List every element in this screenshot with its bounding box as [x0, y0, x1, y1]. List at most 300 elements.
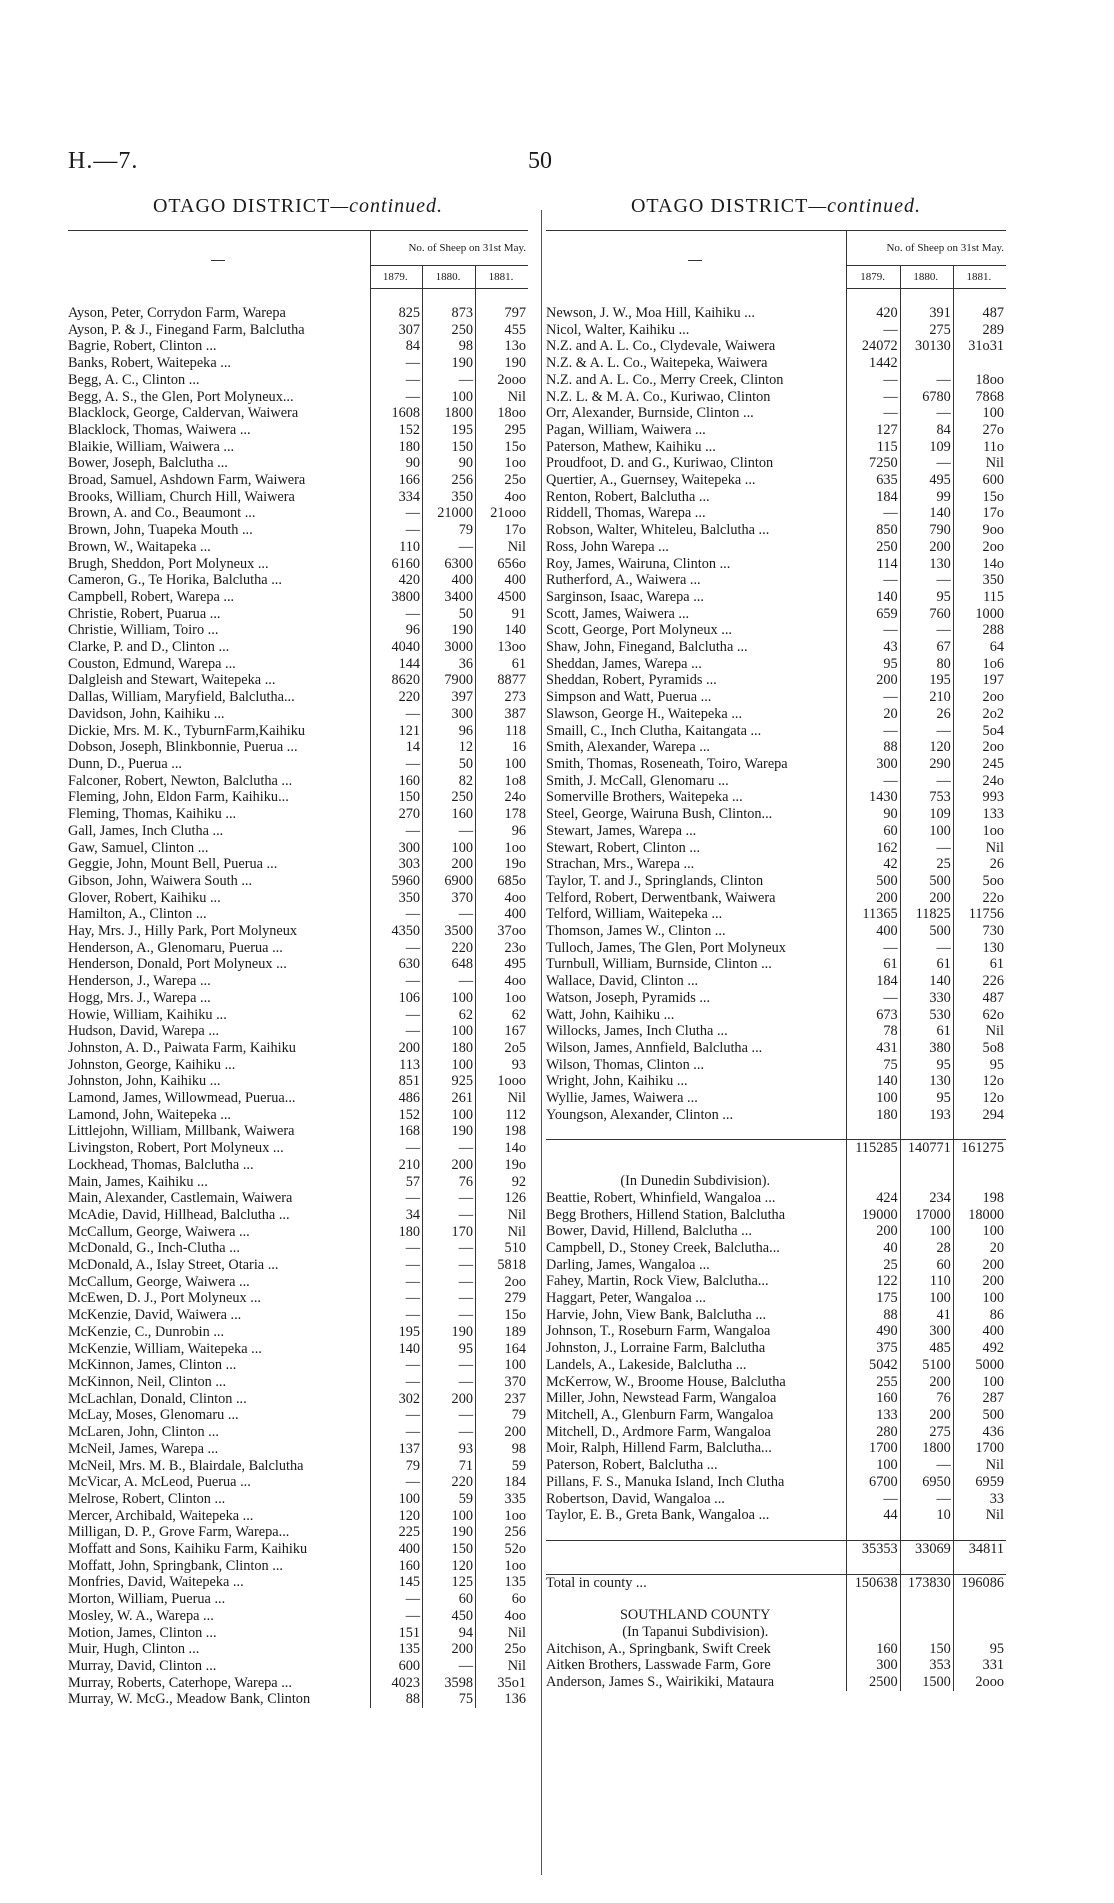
- sheep-count-cell: [900, 355, 953, 372]
- table-row: [546, 823, 1006, 840]
- sheep-count-cell: 925: [423, 1073, 476, 1090]
- sheep-count-cell: 190: [476, 355, 529, 372]
- sheep-count-cell: 133: [953, 806, 1006, 823]
- sheep-count-cell: 198: [953, 1190, 1006, 1207]
- table-row: [546, 405, 1006, 422]
- sheep-count-cell: 25: [847, 1257, 900, 1274]
- sheep-count-cell: 656o: [476, 556, 529, 573]
- sheep-count-cell: 200: [847, 890, 900, 907]
- sheep-count-cell: 100: [847, 1457, 900, 1474]
- sheep-count-cell: 993: [953, 789, 1006, 806]
- sheep-count-cell: 100: [370, 1491, 422, 1508]
- sheep-count-cell: 685o: [476, 873, 529, 890]
- owner-cell: Fahey, Martin, Rock View, Balclutha...: [546, 1273, 769, 1290]
- sheep-count-cell: —: [370, 1007, 422, 1024]
- sheep-count-cell: 114: [847, 556, 900, 573]
- owner-cell: N.Z. L. & M. A. Co., Kuriwao, Clinton: [546, 388, 771, 405]
- owner-cell: Christie, Robert, Puarua ...: [68, 605, 221, 622]
- table-row: [546, 773, 1006, 790]
- table-row: [68, 840, 528, 857]
- owner-cell: Bower, Joseph, Balclutha ...: [68, 455, 228, 472]
- sheep-count-cell: —: [423, 539, 476, 556]
- sheep-count-cell: [953, 355, 1006, 372]
- owner-cell: Mosley, W. A., Warepa ...: [68, 1607, 214, 1624]
- sheep-count-cell: 300: [423, 706, 476, 723]
- sheep-count-cell: 255: [847, 1374, 900, 1391]
- sheep-count-cell: 120: [423, 1558, 476, 1575]
- sheep-count-cell: 220: [423, 940, 476, 957]
- sheep-count-cell: 290: [900, 756, 953, 773]
- owner-cell: Paterson, Robert, Balclutha ...: [546, 1457, 718, 1474]
- table-row: [68, 539, 528, 556]
- sheep-count-cell: 195: [900, 672, 953, 689]
- sheep-count-cell: 61: [900, 1023, 953, 1040]
- table-row: [68, 355, 528, 372]
- sheep-count-cell: —: [423, 973, 476, 990]
- sheep-count-cell: 420: [370, 572, 422, 589]
- sheep-count-cell: —: [900, 622, 953, 639]
- table-row: [68, 522, 528, 539]
- table-row: [68, 1625, 528, 1642]
- sheep-count-cell: 100: [953, 1223, 1006, 1240]
- table-row: [68, 1424, 528, 1441]
- sheep-count-cell: 6959: [953, 1474, 1006, 1491]
- sheep-count-cell: 151: [370, 1625, 422, 1642]
- sheep-count-cell: 1oo: [476, 455, 529, 472]
- table-row: [546, 873, 1006, 890]
- owner-cell: Scott, George, Port Molyneux ...: [546, 622, 732, 639]
- sheep-count-cell: —: [847, 723, 900, 740]
- spacer-row: [546, 1157, 1006, 1173]
- sheep-count-cell: 95: [900, 589, 953, 606]
- table-row: [68, 1691, 528, 1708]
- owner-cell: Quertier, A., Guernsey, Waitepeka ...: [546, 472, 756, 489]
- table-row: [68, 940, 528, 957]
- sheep-count-cell: 18000: [953, 1207, 1006, 1224]
- sheep-count-cell: 175: [847, 1290, 900, 1307]
- table-row: [68, 1107, 528, 1124]
- sheep-count-cell: 20: [953, 1240, 1006, 1257]
- owner-cell: Brown, A. and Co., Beaumont ...: [68, 505, 256, 522]
- sheep-count-cell: 17o: [953, 505, 1006, 522]
- sheep-count-cell: 100: [423, 840, 476, 857]
- sheep-count-cell: 200: [847, 1223, 900, 1240]
- sheep-count-cell: —: [847, 689, 900, 706]
- sheep-count-cell: 59: [476, 1458, 529, 1475]
- sheep-count-cell: 62o: [953, 1007, 1006, 1024]
- sheep-count-cell: —: [370, 522, 422, 539]
- sheep-count-cell: 59: [423, 1491, 476, 1508]
- sheep-count-cell: 1oo: [476, 1558, 529, 1575]
- sheep-count-cell: 7250: [847, 455, 900, 472]
- table-row: [546, 1040, 1006, 1057]
- owner-cell: Dobson, Joseph, Blinkbonnie, Puerua ...: [68, 739, 298, 756]
- sheep-count-cell: 12o: [953, 1090, 1006, 1107]
- sheep-count-cell: 6900: [423, 873, 476, 890]
- table-row: [68, 1407, 528, 1424]
- owner-cell: Henderson, Donald, Port Molyneux ...: [68, 956, 287, 973]
- county-heading: [546, 1607, 1006, 1624]
- left-column-title: OTAGO DISTRICT—continued.: [152, 195, 444, 217]
- sheep-count-cell: 500: [953, 1407, 1006, 1424]
- owner-cell: Beattie, Robert, Whinfield, Wangaloa ...: [546, 1189, 776, 1206]
- owner-cell: McKinnon, Neil, Clinton ...: [68, 1374, 227, 1390]
- sheep-count-cell: —: [847, 372, 900, 389]
- sheep-count-cell: 67: [900, 639, 953, 656]
- table-row: [68, 1174, 528, 1191]
- table-row: [68, 1123, 528, 1140]
- table-row: [68, 1641, 528, 1658]
- year-header: 1880.: [423, 266, 476, 289]
- sheep-count-cell: 1700: [953, 1440, 1006, 1457]
- owner-cell: Anderson, James S., Wairikiki, Mataura: [546, 1674, 775, 1691]
- sheep-count-cell: 275: [900, 322, 953, 339]
- table-row: [546, 1007, 1006, 1024]
- owner-cell: McNeil, James, Warepa ...: [68, 1440, 219, 1457]
- table-row: [546, 1491, 1006, 1508]
- owner-cell: Lockhead, Thomas, Balclutha ...: [68, 1156, 254, 1173]
- sheep-count-header: No. of Sheep on 31st May.: [847, 231, 1006, 266]
- sheep-count-cell: 33069: [900, 1540, 953, 1557]
- sheep-count-cell: —: [370, 1290, 422, 1307]
- sheep-count-cell: 2oo: [476, 1274, 529, 1291]
- sheep-count-cell: 492: [953, 1340, 1006, 1357]
- sheep-count-cell: 140: [847, 589, 900, 606]
- sheep-count-cell: 160: [370, 773, 422, 790]
- sheep-count-cell: Nil: [476, 1658, 529, 1675]
- owner-cell: Johnson, T., Roseburn Farm, Wangaloa: [546, 1323, 771, 1340]
- table-row: [68, 1157, 528, 1174]
- table-row: [68, 1524, 528, 1541]
- sheep-count-cell: 88: [370, 1691, 422, 1708]
- sheep-count-cell: 100: [953, 1374, 1006, 1391]
- sheep-count-cell: 4500: [476, 589, 529, 606]
- sheep-count-cell: —: [370, 973, 422, 990]
- sheep-count-cell: —: [370, 1591, 422, 1608]
- table-row: [546, 923, 1006, 940]
- sheep-count-cell: 120: [370, 1508, 422, 1525]
- sheep-count-cell: 100: [423, 990, 476, 1007]
- owner-cell: Campbell, Robert, Warepa ...: [68, 588, 235, 605]
- sheep-count-cell: 19o: [476, 1157, 529, 1174]
- sheep-count-cell: 510: [476, 1240, 529, 1257]
- sheep-count-cell: 350: [953, 572, 1006, 589]
- owner-cell: Aitchison, A., Springbank, Swift Creek: [546, 1640, 771, 1657]
- sheep-count-cell: —: [370, 1608, 422, 1625]
- sheep-count-cell: 400: [370, 1541, 422, 1558]
- sheep-count-cell: 98: [423, 338, 476, 355]
- table-row: [546, 355, 1006, 372]
- owner-cell: Scott, James, Waiwera ...: [546, 605, 690, 622]
- sheep-count-cell: 6950: [900, 1474, 953, 1491]
- sheep-count-cell: 33: [953, 1491, 1006, 1508]
- sheep-count-cell: —: [423, 1140, 476, 1157]
- table-row: [68, 606, 528, 623]
- sheep-count-cell: 1442: [847, 355, 900, 372]
- sheep-count-cell: 250: [423, 789, 476, 806]
- sheep-count-cell: 166: [370, 472, 422, 489]
- table-row: [546, 589, 1006, 606]
- sheep-count-cell: 100: [423, 1508, 476, 1525]
- owner-cell: Taylor, E. B., Greta Bank, Wangaloa ...: [546, 1507, 770, 1524]
- table-row: [546, 1657, 1006, 1674]
- sheep-count-cell: 400: [476, 906, 529, 923]
- sheep-count-cell: 2500: [847, 1674, 900, 1691]
- sheep-count-cell: —: [423, 1240, 476, 1257]
- owner-cell: Banks, Robert, Waitepeka ...: [68, 355, 231, 372]
- sheep-count-cell: 136: [476, 1691, 529, 1708]
- sheep-count-cell: Nil: [953, 455, 1006, 472]
- sheep-count-cell: 350: [423, 489, 476, 506]
- sheep-count-cell: 210: [370, 1157, 422, 1174]
- owner-cell: Moffatt and Sons, Kaihiku Farm, Kaihiku: [68, 1541, 308, 1558]
- table-row: [68, 806, 528, 823]
- sheep-count-cell: 250: [423, 322, 476, 339]
- sheep-count-cell: 400: [423, 572, 476, 589]
- owner-cell: Landels, A., Lakeside, Balclutha ...: [546, 1356, 747, 1373]
- sheep-count-cell: 790: [900, 522, 953, 539]
- sheep-count-cell: 37oo: [476, 923, 529, 940]
- sheep-count-cell: 400: [847, 923, 900, 940]
- left-sheep-table: [68, 230, 528, 1708]
- sheep-count-cell: —: [847, 773, 900, 790]
- sheep-count-cell: 12o: [953, 1073, 1006, 1090]
- owner-cell: Muir, Hugh, Clinton ...: [68, 1641, 200, 1658]
- sheep-count-cell: 36: [423, 656, 476, 673]
- sheep-count-cell: 19000: [847, 1207, 900, 1224]
- sheep-count-cell: 140771: [900, 1140, 953, 1157]
- sheep-count-cell: 79: [370, 1458, 422, 1475]
- sheep-count-cell: 24o: [953, 773, 1006, 790]
- table-row: [546, 305, 1006, 322]
- sheep-count-cell: 7868: [953, 389, 1006, 406]
- sheep-count-cell: 184: [847, 973, 900, 990]
- sheep-count-cell: 335: [476, 1491, 529, 1508]
- table-row: [68, 1324, 528, 1341]
- table-row: [68, 990, 528, 1007]
- owner-cell: Watson, Joseph, Pyramids ...: [546, 989, 711, 1006]
- owner-cell: Stewart, James, Warepa ...: [546, 822, 697, 839]
- owner-cell: Moffatt, John, Springbank, Clinton ...: [68, 1557, 283, 1574]
- sheep-count-cell: 93: [423, 1441, 476, 1458]
- sheep-count-cell: 150: [423, 1541, 476, 1558]
- owner-cell: Nicol, Walter, Kaihiku ...: [546, 321, 690, 338]
- table-row: [68, 1441, 528, 1458]
- sheep-count-cell: —: [370, 1257, 422, 1274]
- sheep-count-cell: 288: [953, 622, 1006, 639]
- sheep-count-cell: 115285: [847, 1140, 900, 1157]
- owner-cell: Hudson, David, Warepa ...: [68, 1023, 220, 1040]
- sheep-count-cell: 5960: [370, 873, 422, 890]
- spacer-row: [546, 289, 1006, 306]
- sheep-count-cell: 44: [847, 1507, 900, 1524]
- sheep-count-cell: 95: [423, 1341, 476, 1358]
- sheep-count-cell: —: [847, 405, 900, 422]
- sheep-count-cell: 256: [423, 472, 476, 489]
- sheep-count-cell: 94: [423, 1625, 476, 1642]
- table-row: [68, 389, 528, 406]
- sheep-count-cell: 851: [370, 1073, 422, 1090]
- sheep-count-cell: 330: [900, 990, 953, 1007]
- table-row: [68, 689, 528, 706]
- table-row: [68, 1658, 528, 1675]
- sheep-count-cell: 261: [423, 1090, 476, 1107]
- sheep-count-cell: 100: [476, 756, 529, 773]
- owner-cell: Riddell, Thomas, Warepa ...: [546, 505, 706, 522]
- sheep-count-cell: 130: [900, 556, 953, 573]
- owner-cell: Smith, J. McCall, Glenomaru ...: [546, 772, 729, 789]
- owner-cell: Haggart, Peter, Wangaloa ...: [546, 1290, 706, 1307]
- sheep-count-cell: 150: [423, 439, 476, 456]
- sheep-count-cell: 18oo: [476, 405, 529, 422]
- sheep-count-cell: 4023: [370, 1675, 422, 1692]
- sheep-count-cell: —: [423, 1307, 476, 1324]
- owner-cell: Miller, John, Newstead Farm, Wangaloa: [546, 1390, 777, 1407]
- table-row: [68, 322, 528, 339]
- owner-cell: Blaikie, William, Waiwera ...: [68, 438, 235, 455]
- table-row: [546, 439, 1006, 456]
- owner-cell: McKerrow, W., Broome House, Balclutha: [546, 1373, 786, 1390]
- sheep-count-cell: 760: [900, 606, 953, 623]
- sheep-count-cell: 178: [476, 806, 529, 823]
- table-row: [546, 1674, 1006, 1691]
- owner-cell: Total in county ...: [546, 1574, 847, 1591]
- sheep-count-cell: 200: [953, 1273, 1006, 1290]
- sheep-count-cell: 121: [370, 723, 422, 740]
- table-row: [546, 1257, 1006, 1274]
- spacer-row: [546, 1591, 1006, 1607]
- sheep-count-cell: 530: [900, 1007, 953, 1024]
- owner-cell: Begg, A. S., the Glen, Port Molyneux...: [68, 388, 294, 405]
- sheep-count-cell: 220: [370, 689, 422, 706]
- owner-cell: Shaw, John, Finegand, Balclutha ...: [546, 639, 748, 656]
- owner-cell: Gibson, John, Waiwera South ...: [68, 872, 253, 889]
- sheep-count-cell: 88: [847, 1307, 900, 1324]
- sheep-count-cell: 25o: [476, 472, 529, 489]
- owner-cell: Robson, Walter, Whiteleu, Balclutha ...: [546, 522, 770, 539]
- sheep-count-cell: Nil: [476, 1090, 529, 1107]
- sheep-count-cell: 41: [900, 1307, 953, 1324]
- sheep-count-cell: 17000: [900, 1207, 953, 1224]
- year-header: 1881.: [476, 266, 529, 289]
- table-row: [546, 338, 1006, 355]
- sheep-count-cell: 80: [900, 656, 953, 673]
- sheep-count-cell: 3598: [423, 1675, 476, 1692]
- sheep-count-cell: —: [847, 1491, 900, 1508]
- sheep-count-cell: 127: [847, 422, 900, 439]
- sheep-count-cell: 200: [370, 1040, 422, 1057]
- owner-cell: Somerville Brothers, Waitepeka ...: [546, 789, 743, 806]
- table-row: [546, 539, 1006, 556]
- sheep-count-cell: —: [900, 572, 953, 589]
- sheep-count-cell: 200: [900, 539, 953, 556]
- sheep-count-cell: 600: [370, 1658, 422, 1675]
- table-row: [68, 1257, 528, 1274]
- sheep-count-cell: —: [423, 906, 476, 923]
- owner-cell: Begg, A. C., Clinton ...: [68, 371, 200, 388]
- sheep-count-cell: 100: [953, 1290, 1006, 1307]
- sheep-count-cell: 95: [953, 1057, 1006, 1074]
- sheep-count-cell: 273: [476, 689, 529, 706]
- year-header: 1881.: [953, 266, 1006, 289]
- owner-cell: Roy, James, Wairuna, Clinton ...: [546, 555, 731, 572]
- owner-cell: N.Z. and A. L. Co., Merry Creek, Clinton: [546, 371, 784, 388]
- owner-cell: Hogg, Mrs. J., Warepa ...: [68, 989, 211, 1006]
- sheep-count-cell: 334: [370, 489, 422, 506]
- sheep-count-cell: —: [370, 1357, 422, 1374]
- sheep-count-cell: 635: [847, 472, 900, 489]
- sheep-count-cell: 250: [847, 539, 900, 556]
- table-row: [546, 1374, 1006, 1391]
- table-row: [546, 840, 1006, 857]
- table-row: [546, 739, 1006, 756]
- owner-cell: Sheddan, James, Warepa ...: [546, 655, 702, 672]
- sheep-count-cell: 35o1: [476, 1675, 529, 1692]
- sheep-count-cell: —: [900, 940, 953, 957]
- table-row: [68, 439, 528, 456]
- sheep-count-cell: 21ooo: [476, 505, 529, 522]
- sheep-count-cell: —: [370, 1140, 422, 1157]
- sheep-count-cell: 95: [900, 1057, 953, 1074]
- sheep-count-cell: 5000: [953, 1357, 1006, 1374]
- table-row: [546, 1440, 1006, 1457]
- sheep-count-cell: 353: [900, 1657, 953, 1674]
- owner-cell: Henderson, A., Glenomaru, Puerua ...: [68, 939, 283, 956]
- owner-cell: Johnston, John, Kaihiku ...: [68, 1073, 221, 1090]
- table-row: [546, 806, 1006, 823]
- sheep-count-cell: 5042: [847, 1357, 900, 1374]
- sheep-count-cell: 184: [476, 1474, 529, 1491]
- table-row: [68, 1240, 528, 1257]
- sheep-count-cell: 4oo: [476, 489, 529, 506]
- sheep-count-cell: 64: [953, 639, 1006, 656]
- name-header: [546, 231, 847, 289]
- table-row: [68, 572, 528, 589]
- sheep-count-cell: —: [370, 389, 422, 406]
- sheep-count-cell: 130: [953, 940, 1006, 957]
- sheep-count-cell: 11365: [847, 906, 900, 923]
- sheep-count-cell: —: [370, 1307, 422, 1324]
- sheep-count-cell: 31o31: [953, 338, 1006, 355]
- owner-cell: Dickie, Mrs. M. K., TyburnFarm,Kaihiku: [68, 722, 305, 739]
- owner-cell: Stewart, Robert, Clinton ...: [546, 839, 701, 856]
- owner-cell: N.Z. & A. L. Co., Waitepeka, Waiwera: [546, 355, 768, 372]
- owner-cell: Milligan, D. P., Grove Farm, Warepa...: [68, 1524, 290, 1541]
- owner-cell: Blacklock, Thomas, Waiwera ...: [68, 421, 251, 438]
- table-row: [68, 1558, 528, 1575]
- owner-cell: Darling, James, Wangaloa ...: [546, 1256, 710, 1273]
- total-row: [546, 1574, 1006, 1591]
- owner-cell: Ayson, P. & J., Finegand Farm, Balclutha: [68, 321, 305, 338]
- owner-cell: Brugh, Sheddon, Port Molyneux ...: [68, 555, 269, 572]
- sheep-count-cell: 3800: [370, 589, 422, 606]
- table-row: [68, 1090, 528, 1107]
- sheep-count-cell: 110: [900, 1273, 953, 1290]
- owner-cell: Glover, Robert, Kaihiku ...: [68, 889, 221, 906]
- sheep-count-cell: 90: [370, 455, 422, 472]
- table-row: [68, 1290, 528, 1307]
- table-row: [546, 1457, 1006, 1474]
- owner-cell: [546, 1140, 847, 1157]
- owner-cell: Bagrie, Robert, Clinton ...: [68, 338, 217, 355]
- table-row: [546, 1323, 1006, 1340]
- table-row: [68, 622, 528, 639]
- sheep-count-cell: 431: [847, 1040, 900, 1057]
- sheep-count-cell: 100: [423, 1107, 476, 1124]
- owner-cell: Littlejohn, William, Millbank, Waiwera: [68, 1123, 295, 1140]
- table-row: [546, 622, 1006, 639]
- sheep-count-cell: 84: [370, 338, 422, 355]
